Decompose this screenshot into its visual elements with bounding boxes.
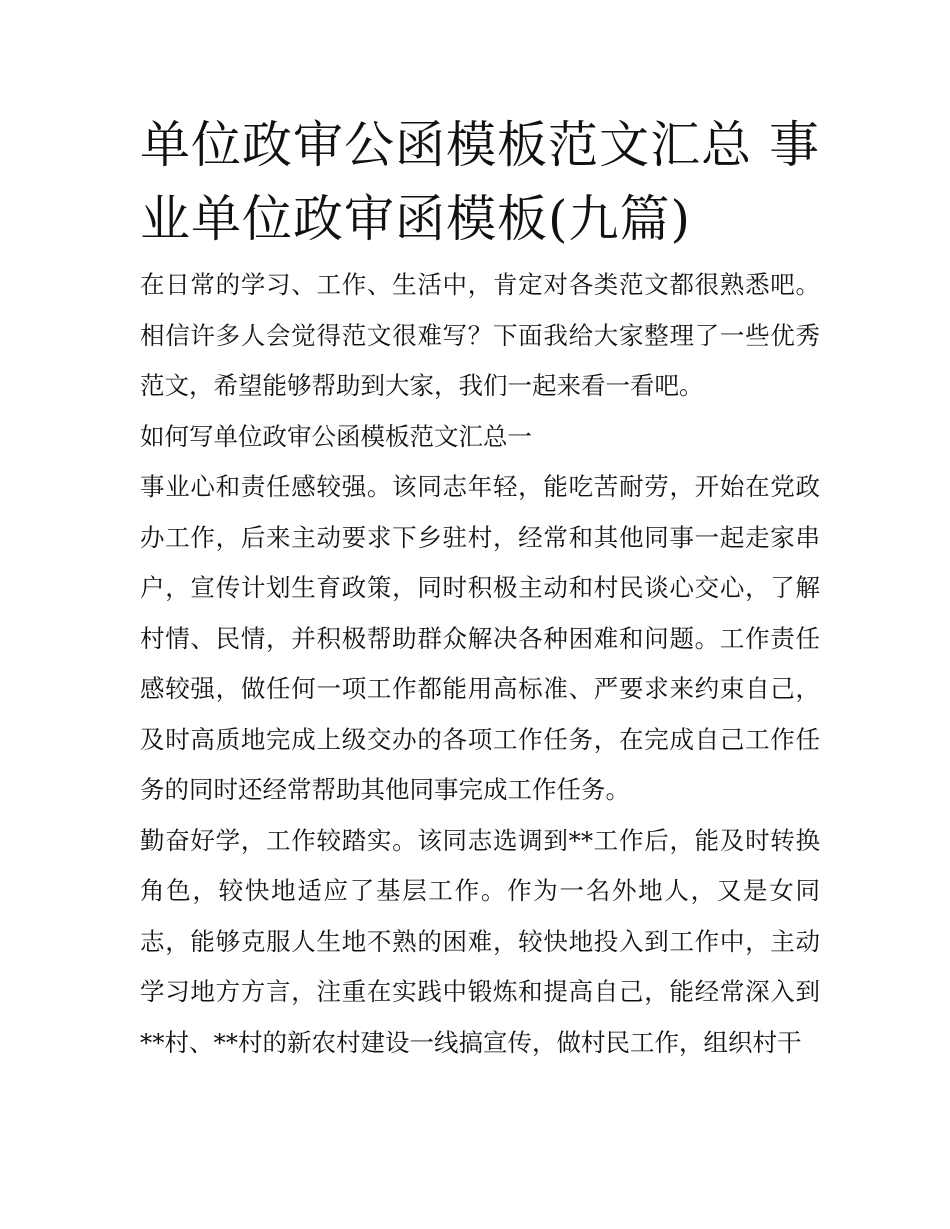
intro-paragraph: 在日常的学习、工作、生活中，肯定对各类范文都很熟悉吧。相信许多人会觉得范文很难写？下面我给大家整理了一些优秀范文，希望能够帮助到大家，我们一起来看一看吧。 (140, 270, 820, 400)
body-paragraph: 勤奋好学，工作较踏实。该同志选调到**工作后，能及时转换角色，较快地适应了基层工作。作为一名外地人，又是女同志，能够克服人生地不熟的困难，较快地投入到工作中，主动学习地方方言，注重在实践中锻炼和提高自己，能经常深入到**村、**村的新农村建设一线搞宣传，做村民工作，组织村干 (140, 825, 820, 1057)
body-paragraph: 事业心和责任感较强。该同志年轻，能吃苦耐劳，开始在党政办工作，后来主动要求下乡驻村，经常和其他同事一起走家串户，宣传计划生育政策，同时积极主动和村民谈心交心，了解村情、民情，并积极帮助群众解决各种困难和问题。工作责任感较强，做任何一项工作都能用高标准、严要求来约束自己，及时高质地完成上级交办的各项工作任务，在完成自己工作任务的同时还经常帮助其他同事完成工作任务。 (140, 472, 820, 804)
document-title: 单位政审公函模板范文汇总 事业单位政审函模板(九篇) (140, 116, 820, 248)
document-content (140, 108, 820, 1068)
section-heading: 如何写单位政审公函模板范文汇总一 (140, 421, 532, 451)
